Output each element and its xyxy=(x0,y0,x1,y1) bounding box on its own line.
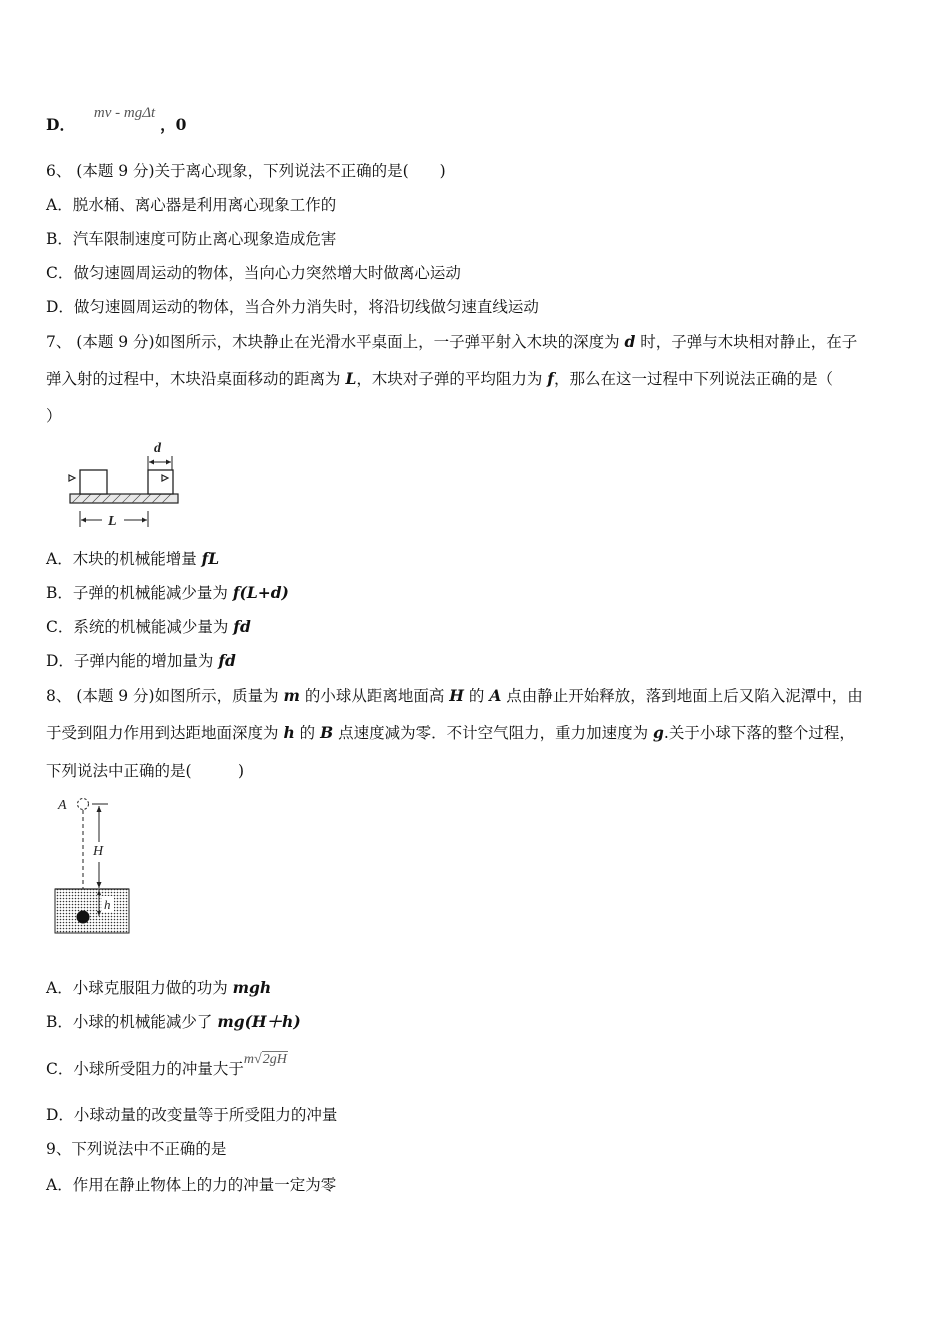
block-initial xyxy=(80,470,107,494)
q9-stem: 9、下列说法中不正确的是 xyxy=(46,1140,227,1158)
q6-option-b: B．汽车限制速度可防止离心现象造成危害 xyxy=(46,230,337,248)
q8-stem-text: 的小球从距离地面高 xyxy=(299,687,450,705)
H-arrow-head-top xyxy=(97,806,102,812)
q8-figure xyxy=(50,792,140,940)
q7-option-a-var: fL xyxy=(201,549,220,568)
q7-var-f: f xyxy=(547,369,554,388)
q8-stem-line3: 下列说法中正确的是( ) xyxy=(46,762,245,780)
fig-label-H: H xyxy=(93,844,104,859)
q7-option-c-var: fd xyxy=(233,617,251,636)
q7-stem-line1 xyxy=(46,332,857,352)
q8-option-a-text: A．小球克服阻力做的功为 xyxy=(46,979,233,997)
q8-option-c-m: m xyxy=(243,1052,254,1067)
q7-stem-text: 时，子弹与木块相对静止，在子 xyxy=(635,333,858,351)
q7-stem-text: ，木块对子弹的平均阻力为 xyxy=(356,370,548,388)
q8-stem-text: 的 xyxy=(294,724,321,742)
q8-stem-text: 点速度减为零．不计空气阻力，重力加速度为 xyxy=(333,724,654,742)
q8-option-c-formula xyxy=(244,1052,288,1067)
q7-option-d xyxy=(46,651,236,671)
q8-var-m: m xyxy=(283,686,300,705)
H-arrow-head-bottom xyxy=(97,882,102,888)
bullet-initial xyxy=(69,475,75,481)
q7-option-a xyxy=(46,549,219,569)
mud-region xyxy=(55,889,129,933)
q8-stem-text: 点由静止开始释放，落到地面上后又陷入泥潭中，由 xyxy=(501,687,863,705)
q7-option-a-text: A．木块的机械能增量 xyxy=(46,550,202,568)
q8-stem-text: .关于小球下落的整个过程， xyxy=(663,724,855,742)
q8-option-c-text: C．小球所受阻力的冲量大于 xyxy=(46,1060,244,1078)
q7-stem-text: 7、 (本题 9 分)如图所示，木块静止在光滑水平桌面上，一子弹平射入木块的深度为 xyxy=(46,333,625,351)
q6-stem: 6、 (本题 9 分)关于离心现象，下列说法不正确的是( ) xyxy=(46,162,446,180)
q8-option-d: D．小球动量的改变量等于所受阻力的冲量 xyxy=(46,1106,338,1124)
ball-final xyxy=(77,911,90,924)
q8-stem-text: 于受到阻力作用到达距地面深度为 xyxy=(46,724,284,742)
q5-option-d xyxy=(46,105,187,136)
q8-option-b xyxy=(46,1012,301,1032)
q7-var-d: d xyxy=(624,332,636,351)
q7-option-d-var: fd xyxy=(218,651,236,670)
L-arrow-head-right xyxy=(142,518,147,523)
q8-option-a xyxy=(46,978,271,998)
q8-var-h: h xyxy=(283,723,295,742)
q8-var-A: A xyxy=(489,686,502,705)
sqrt-icon: √ xyxy=(254,1052,262,1067)
fig-label-d: d xyxy=(154,441,161,456)
q7-option-c xyxy=(46,617,251,637)
q9-option-a: A．作用在静止物体上的力的冲量一定为零 xyxy=(46,1176,337,1194)
q8-stem-line2 xyxy=(46,723,855,743)
q5-option-d-label: D． xyxy=(46,115,75,134)
q7-stem-line2 xyxy=(46,369,833,389)
q8-option-c xyxy=(46,1052,288,1081)
q6-option-d: D．做匀速圆周运动的物体，当合外力消失时，将沿切线做匀速直线运动 xyxy=(46,298,539,316)
q7-option-d-text: D．子弹内能的增加量为 xyxy=(46,652,219,670)
fig-label-L: L xyxy=(108,514,117,529)
block-final xyxy=(148,470,173,494)
fig-label-h: h xyxy=(104,897,111,912)
q8-stem-line1 xyxy=(46,686,863,706)
q8-option-a-var: mgh xyxy=(232,978,272,997)
fig-label-A: A xyxy=(58,798,67,813)
q7-option-b-text: B．子弹的机械能减少量为 xyxy=(46,584,233,602)
q6-option-c: C．做匀速圆周运动的物体，当向心力突然增大时做离心运动 xyxy=(46,264,461,282)
q8-option-c-radicand: 2gH xyxy=(262,1052,287,1067)
q8-stem-text: 8、 (本题 9 分)如图所示，质量为 xyxy=(46,687,284,705)
q6-option-a: A．脱水桶、离心器是利用离心现象工作的 xyxy=(46,196,337,214)
ball-initial xyxy=(78,799,89,810)
q7-option-b-var: f(L+d) xyxy=(232,583,289,602)
q8-stem-text: 的 xyxy=(463,687,490,705)
q7-figure xyxy=(60,436,190,532)
q8-var-H: H xyxy=(449,686,464,705)
q5-option-d-formula: mv - mgΔt xyxy=(93,105,156,121)
q7-stem-text: ，那么在这一过程中下列说法正确的是（ xyxy=(553,370,833,388)
q8-var-g: g xyxy=(653,723,664,742)
d-arrow-head-left xyxy=(149,460,154,465)
q8-var-B: B xyxy=(320,723,334,742)
q7-option-b xyxy=(46,583,289,603)
q7-stem-text: 弹入射的过程中，木块沿桌面移动的距离为 xyxy=(46,370,346,388)
q7-var-L: L xyxy=(345,369,357,388)
q8-option-b-var: mg(H＋h) xyxy=(217,1012,301,1031)
q7-stem-line3: ） xyxy=(46,407,62,425)
q8-option-b-text: B．小球的机械能减少了 xyxy=(46,1013,218,1031)
q7-option-c-text: C．系统的机械能减少量为 xyxy=(46,618,234,636)
q5-option-d-tail: ，0 xyxy=(160,115,187,134)
d-arrow-head-right xyxy=(166,460,171,465)
L-arrow-head-left xyxy=(81,518,86,523)
